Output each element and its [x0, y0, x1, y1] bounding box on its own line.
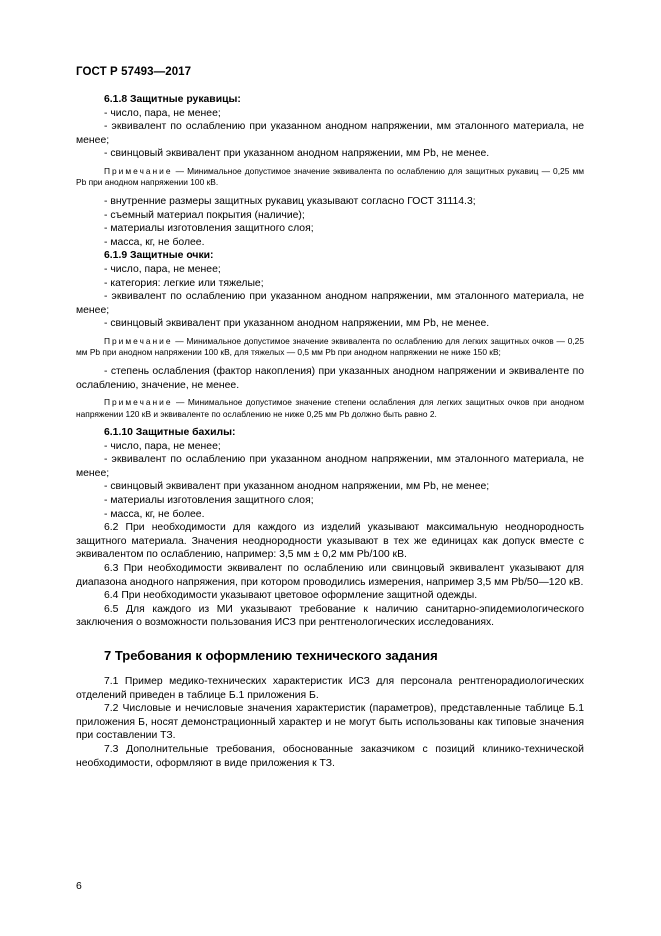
paragraph-6-3: 6.3 При необходимости эквивалент по ослаблению или свинцовый эквивалент указывают для диапазона анодного напряжения, при котором проводились измерения, например 3,5 мм Pb/50—120 кВ. — [76, 563, 584, 588]
paragraph-6-2: 6.2 При необходимости для каждого из изделий указывают максимальную неоднородность защитного материала. Значения неоднородности указывают в тех же единицах как допуск вместе с эквивалентом по ослаблению, например: 3,5 мм ± 0,2 мм Pb/100 кВ. — [76, 522, 584, 561]
section-7-title: 7 Требования к оформлению технического задания — [104, 648, 438, 663]
list-item: - эквивалент по ослаблению при указанном анодном напряжении, мм эталонного материала, не менее; — [76, 454, 584, 479]
list-item: - материалы изготовления защитного слоя; — [104, 223, 314, 235]
paragraph-6-4: 6.4 При необходимости указывают цветовое оформление защитной одежды. — [104, 590, 478, 602]
list-item: - эквивалент по ослаблению при указанном анодном напряжении, мм эталонного материала, не менее; — [76, 291, 584, 316]
glasses-note-2 — [76, 397, 584, 420]
list-item: - масса, кг, не более. — [104, 236, 205, 248]
paragraph-7-1: 7.1 Пример медико-технических характеристик ИСЗ для персонала рентгенорадиологических отделений приведен в таблице Б.1 приложения Б. — [76, 676, 584, 701]
list-item: - число, пара, не менее; — [104, 107, 221, 119]
note-text: — Минимальное допустимое значение эквивалента по ослаблению для защитных рукавиц — 0,25 мм Pb при анодном напряжении 100 кВ. — [76, 165, 584, 188]
list-item: - свинцовый эквивалент при указанном анодном напряжении, мм Pb, не менее; — [104, 481, 490, 493]
paragraph-6-5: 6.5 Для каждого из МИ указывают требование к наличию санитарно-эпидемиологического заключения о возможности пользования ИСЗ при рентгенологических исследованиях. — [76, 603, 584, 629]
page-content — [76, 93, 584, 770]
gloves-note — [76, 166, 584, 189]
list-item: - масса, кг, не более. — [104, 508, 205, 520]
list-item: - съемный материал покрытия (наличие); — [104, 209, 305, 221]
glasses-note — [76, 336, 584, 359]
note-label: Примечание — [104, 335, 173, 346]
list-item: - категория: легкие или тяжелые; — [104, 277, 264, 289]
note-label: Примечание — [104, 397, 173, 408]
list-item: - число, пара, не менее; — [104, 440, 221, 452]
list-item: - свинцовый эквивалент при указанном анодном напряжении, мм Pb, не менее. — [104, 148, 490, 160]
list-item: - эквивалент по ослаблению при указанном анодном напряжении, мм эталонного материала, не менее; — [76, 121, 584, 146]
paragraph-7-3: 7.3 Дополнительные требования, обоснованные заказчиком с позиций клинико-технической необходимости, оформляют в виде приложения к ТЗ. — [76, 743, 584, 769]
page-number: 6 — [76, 881, 82, 892]
note-text: — Минимальное допустимое значение эквивалента по ослаблению для легких защитных очков — 0,25 мм Pb при анодном напряжении 100 кВ, для тяжелых — 0,5 мм Pb при анодном напряжении не ниже 150 кВ; — [76, 335, 584, 358]
note-label: Примечание — [104, 165, 173, 176]
boots-heading: 6.1.10 Защитные бахилы: — [104, 427, 236, 439]
document-header: ГОСТ Р 57493—2017 — [76, 66, 192, 78]
list-item: - число, пара, не менее; — [104, 263, 221, 275]
list-item: - степень ослабления (фактор накопления) при указанных анодном напряжении и эквиваленте по ослаблению, значение, не менее. — [76, 365, 584, 391]
note-text: — Минимальное допустимое значение степени ослабления для легких защитных очков при анодном напряжении 120 кВ и эквиваленте по ослаблению не ниже 0,25 мм Pb должно быть равно 2. — [76, 397, 584, 419]
list-item: - свинцовый эквивалент при указанном анодном напряжении, мм Pb, не менее. — [104, 318, 490, 330]
list-item: - внутренние размеры защитных рукавиц указывают согласно ГОСТ 31114.3; — [104, 195, 476, 207]
list-item: - материалы изготовления защитного слоя; — [104, 495, 314, 507]
glasses-heading: 6.1.9 Защитные очки: — [104, 250, 214, 262]
paragraph-7-2: 7.2 Числовые и нечисловые значения характеристик (параметров), представленные таблице Б.1 приложения Б, носят демонстрационный характер и не могут быть использованы как типовые значения при составлении ТЗ. — [76, 703, 584, 742]
gloves-heading: 6.1.8 Защитные рукавицы: — [104, 94, 241, 105]
